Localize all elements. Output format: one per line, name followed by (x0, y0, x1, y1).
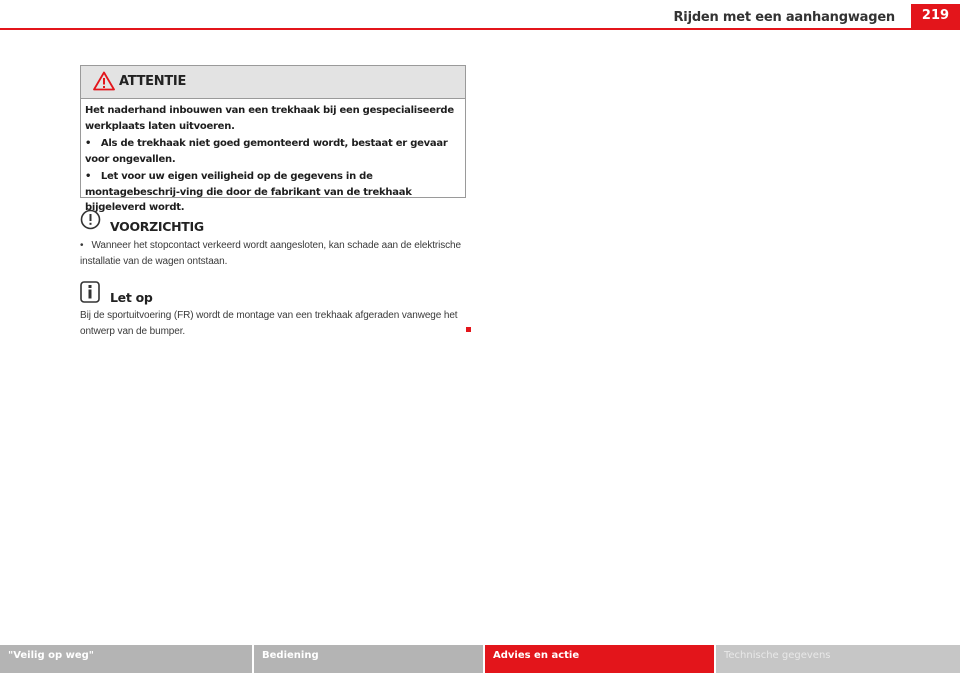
attention-header (81, 66, 465, 99)
attention-title: ATTENTIE (119, 74, 187, 89)
footer-tab-veilig[interactable]: "Veilig op weg" (0, 645, 252, 673)
info-note-icon (80, 281, 100, 303)
footer-tab-bediening[interactable]: Bediening (254, 645, 483, 673)
caution-circle-icon (80, 209, 101, 230)
note-title: Let op (110, 290, 153, 305)
caution-title: VOORZICHTIG (110, 219, 204, 234)
attention-paragraph: Het naderhand inbouwen van een trekhaak bij een gespecialiseerde werkplaats laten uitvoeren. (85, 105, 454, 132)
attention-body (81, 99, 465, 216)
attention-bullet: • Let voor uw eigen veiligheid op de gegevens in de montagebeschrij-ving die door de fabrikant van de trekhaak bijgeleverd wordt. (85, 171, 412, 213)
footer-tab-technisch[interactable]: Technische gegevens (716, 645, 960, 673)
footer-tab-advies[interactable]: Advies en actie (485, 645, 714, 673)
section-end-marker (466, 327, 471, 332)
header-divider (0, 28, 960, 30)
page-number: 219 (911, 4, 960, 28)
caution-text: • Wanneer het stopcontact verkeerd wordt aangesloten, kan schade aan de elektrische installatie van de wagen ontstaan. (80, 240, 461, 267)
warning-triangle-icon (93, 71, 115, 91)
note-text: Bij de sportuitvoering (FR) wordt de montage van een trekhaak afgeraden vanwege het ontwerp van de bumper. (80, 310, 458, 337)
page-header-title: Rijden met een aanhangwagen (673, 10, 895, 25)
footer-nav (0, 645, 960, 673)
attention-box (80, 65, 466, 213)
attention-bullet: • Als de trekhaak niet goed gemonteerd wordt, bestaat er gevaar voor ongevallen. (85, 138, 448, 165)
